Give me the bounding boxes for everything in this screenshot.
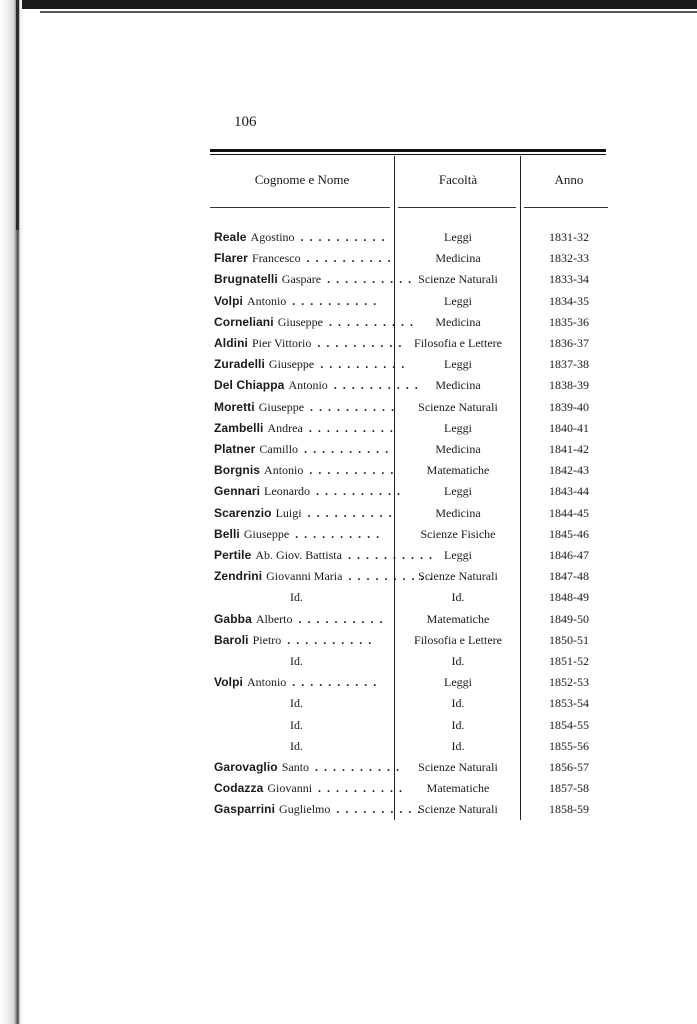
name-cell [214,612,390,627]
header-faculty: Facoltà [438,172,478,187]
year-cell: 1857-58 [549,781,589,795]
name-ditto: Id. [290,739,303,753]
name-cell [214,760,406,775]
faculty-cell: Leggi [444,421,472,435]
surname: Belli [214,527,240,541]
given-name: Giovanni Maria [266,569,343,583]
header-rule-name [210,207,390,208]
faculty-cell: Medicina [435,442,481,456]
leader-dots: .......... [295,527,386,541]
name-cell [214,675,390,690]
table-row [0,294,697,315]
year-cell: 1843-44 [549,484,589,498]
year-cell: 1856-57 [549,760,589,774]
surname: Corneliani [214,315,274,329]
faculty-cell: Id. [451,696,465,710]
leader-dots: .......... [292,294,383,308]
faculty-cell: Matematiche [426,463,490,477]
faculty-cell: Id. [451,654,465,668]
faculty-cell: Scienze Naturali [418,760,498,774]
given-name: Giuseppe [268,357,315,371]
table-row [0,336,697,357]
year-cell: 1851-52 [549,654,589,668]
name-ditto: Id. [290,654,303,668]
surname: Zambelli [214,421,264,435]
surname: Zendrini [214,569,263,583]
table-top-rule-thin [210,154,606,155]
faculty-cell: Medicina [435,315,481,329]
header-year: Anno [554,172,584,187]
header-rule-faculty [398,207,516,208]
leader-dots: .......... [333,378,424,392]
name-cell [214,633,390,648]
table-row [0,463,697,484]
surname: Volpi [214,675,243,689]
faculty-cell: Leggi [444,675,472,689]
faculty-cell: Medicina [435,378,481,392]
year-cell: 1847-48 [549,569,589,583]
leader-dots: .......... [348,569,439,583]
year-cell: 1837-38 [549,357,589,371]
given-name: Francesco [251,251,301,265]
name-cell [214,378,424,393]
table-row [0,802,697,823]
given-name: Giuseppe [277,315,324,329]
year-cell: 1844-45 [549,506,589,520]
leader-dots: .......... [307,506,398,520]
given-name: Antonio [246,675,287,689]
year-cell: 1858-59 [549,802,589,816]
table-row [0,675,697,696]
faculty-cell: Scienze Naturali [418,569,498,583]
header-name: Cognome e Nome [254,172,350,187]
name-cell [214,294,390,309]
name-ditto: Id. [290,696,303,710]
given-name: Antonio [246,294,287,308]
given-name: Giuseppe [243,527,290,541]
given-name: Camillo [259,442,299,456]
name-cell [214,421,399,436]
leader-dots: .......... [327,272,418,286]
year-cell: 1852-53 [549,675,589,689]
name-cell [214,272,418,287]
table-row [0,357,697,378]
given-name: Antonio [288,378,328,392]
table-row [0,272,697,293]
given-name: Santo [281,760,310,774]
name-cell [214,442,395,457]
table-row [0,251,697,272]
surname: Volpi [214,294,243,308]
given-name: Guglielmo [279,802,331,816]
leader-dots: .......... [316,484,407,498]
surname: Borgnis [214,463,261,477]
name-cell [214,548,438,563]
surname: Del Chiappa [214,378,285,392]
table-row [0,378,697,399]
table-row [0,527,697,548]
given-name: Agostino [250,230,295,244]
year-cell: 1835-36 [549,315,589,329]
leader-dots: .......... [304,442,395,456]
faculty-cell: Medicina [435,251,481,265]
header-rule-year [524,207,608,208]
year-cell: 1832-33 [549,251,589,265]
given-name: Giuseppe [258,400,305,414]
faculty-cell: Id. [451,739,465,753]
top-border-thin-rule [40,11,697,13]
name-cell [214,463,400,478]
surname: Gasparrini [214,802,276,816]
top-border-rule [22,0,697,9]
table-row [0,421,697,442]
faculty-cell: Scienze Naturali [418,272,498,286]
name-cell [214,357,411,372]
table-row [0,696,697,717]
surname: Moretti [214,400,255,414]
table-row [0,569,697,590]
faculty-cell: Leggi [444,294,472,308]
surname: Reale [214,230,247,244]
binding-shadow [16,0,19,230]
given-name: Pier Vittorio [251,336,312,350]
given-name: Pietro [252,633,282,647]
year-cell: 1845-46 [549,527,589,541]
leader-dots: .......... [308,421,399,435]
year-cell: 1833-34 [549,272,589,286]
leader-dots: .......... [310,400,401,414]
table-row [0,506,697,527]
name-cell [214,400,401,415]
leader-dots: .......... [306,251,397,265]
faculty-cell: Id. [451,718,465,732]
table-row [0,654,697,675]
faculty-cell: Id. [451,590,465,604]
faculty-cell: Leggi [444,548,472,562]
faculty-cell: Scienze Naturali [418,802,498,816]
faculty-cell: Leggi [444,357,472,371]
name-cell [214,802,427,817]
faculty-cell: Filosofia e Lettere [414,336,502,350]
table-row [0,739,697,760]
name-cell [214,569,439,584]
table-top-rule-thick [210,149,606,152]
leader-dots: .......... [298,612,389,626]
leader-dots: .......... [347,548,438,562]
given-name: Antonio [264,463,304,477]
name-cell [214,527,390,542]
table-row [0,230,697,251]
name-cell [214,315,420,330]
given-name: Gaspare [281,272,322,286]
year-cell: 1831-32 [549,230,589,244]
faculty-cell: Scienze Fisiche [420,527,496,541]
year-cell: 1848-49 [549,590,589,604]
surname: Gabba [214,612,252,626]
surname: Baroli [214,633,249,647]
surname: Garovaglio [214,760,278,774]
year-cell: 1838-39 [549,378,589,392]
name-ditto: Id. [290,590,303,604]
year-cell: 1839-40 [549,400,589,414]
year-cell: 1842-43 [549,463,589,477]
table-row [0,612,697,633]
year-cell: 1840-41 [549,421,589,435]
surname: Gennari [214,484,261,498]
leader-dots: .......... [318,781,409,795]
name-cell [214,251,397,266]
leader-dots: .......... [292,675,383,689]
leader-dots: .......... [309,463,400,477]
name-ditto: Id. [290,718,303,732]
table-row [0,633,697,654]
faculty-cell: Leggi [444,484,472,498]
page-number: 106 [234,114,257,130]
given-name: Alberto [255,612,293,626]
year-cell: 1854-55 [549,718,589,732]
faculty-cell: Leggi [444,230,472,244]
faculty-cell: Filosofia e Lettere [414,633,502,647]
faculty-cell: Scienze Naturali [418,400,498,414]
table-row [0,442,697,463]
surname: Flarer [214,251,248,265]
table-row [0,484,697,505]
name-cell [214,484,407,499]
surname: Scarenzio [214,506,272,520]
year-cell: 1836-37 [549,336,589,350]
surname: Aldini [214,336,248,350]
table-row [0,760,697,781]
year-cell: 1841-42 [549,442,589,456]
faculty-cell: Matematiche [426,612,490,626]
table-row [0,315,697,336]
name-cell [214,336,408,351]
surname: Zuradelli [214,357,265,371]
table-row [0,400,697,421]
name-cell [214,230,390,245]
year-cell: 1853-54 [549,696,589,710]
table-row [0,548,697,569]
table-row [0,590,697,611]
given-name: Ab. Giov. Battista [255,548,342,562]
leader-dots: .......... [315,760,406,774]
surname: Pertile [214,548,252,562]
given-name: Giovanni [267,781,313,795]
year-cell: 1855-56 [549,739,589,753]
leader-dots: .......... [317,336,408,350]
leader-dots: .......... [329,315,420,329]
leader-dots: .......... [287,633,378,647]
given-name: Leonardo [264,484,311,498]
year-cell: 1850-51 [549,633,589,647]
table-row [0,781,697,802]
leader-dots: .......... [320,357,411,371]
leader-dots: .......... [336,802,427,816]
surname: Platner [214,442,256,456]
year-cell: 1849-50 [549,612,589,626]
name-cell [214,781,409,796]
year-cell: 1846-47 [549,548,589,562]
table-row [0,718,697,739]
surname: Codazza [214,781,264,795]
surname: Brugnatelli [214,272,278,286]
leader-dots: .......... [300,230,391,244]
faculty-cell: Medicina [435,506,481,520]
given-name: Andrea [267,421,303,435]
year-cell: 1834-35 [549,294,589,308]
name-cell [214,506,398,521]
given-name: Luigi [275,506,302,520]
faculty-cell: Matematiche [426,781,490,795]
